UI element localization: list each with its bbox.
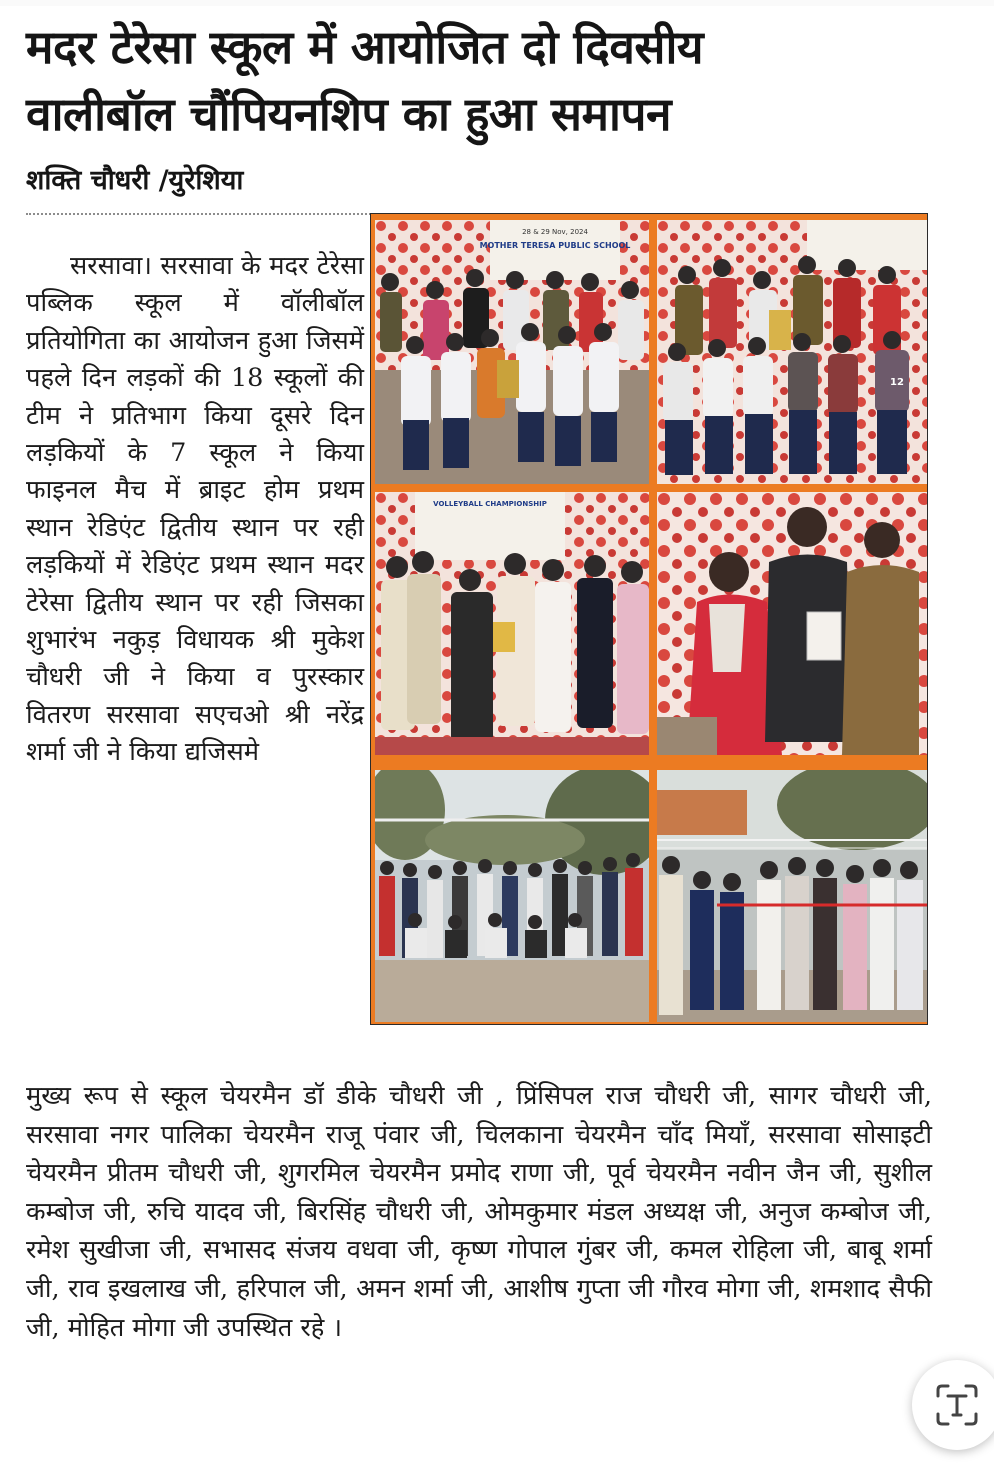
banner-championship-title: VOLLEYBALL CHAMPIONSHIP [433,500,547,508]
headline-line-2: वालीबॉल चौंपियनशिप का हुआ समापन [26,87,672,141]
photo-team-trophy-boys [375,220,649,484]
headline-line-1: मदर टेरेसा स्कूल में आयोजित दो दिवसीय [26,20,704,74]
photo-collage [370,213,928,1025]
photo-officials-trophy [657,220,927,484]
banner-dates: 28 & 29 Nov, 2024 [522,228,588,236]
text-scan-icon [934,1382,980,1428]
photo-award-ceremony [375,492,649,755]
article-full-width-text [26,1077,932,1347]
byline: शक्ति चौधरी /युरेशिया [26,165,244,196]
photo-group-outdoor [375,770,649,1022]
photo-ribbon-cutting [657,770,927,1022]
article-headline [26,14,966,148]
jersey-number: 12 [890,377,904,388]
top-cut-edge [0,0,994,6]
photo-certificate-handover [657,492,927,755]
text-scan-button[interactable] [912,1360,994,1450]
full-width-paragraph: मुख्य रूप से स्कूल चेयरमैन डॉ डीके चौधरी जी , प्रिंसिपल राज चौधरी जी, सागर चौधरी जी, सरसावा नगर पालिका चेयरमैन राजू पंवार जी, चिलकाना चेयरमैन चाँद मियाँ, सरसावा सोसाइटी चेयरमैन प्रीतम चौधरी जी, शुगरमिल चेयरमैन प्रमोद राणा जी, पूर्व चेयरमैन नवीन जैन जी, सुशील कम्बोज जी, रुचि यादव जी, बिरसिंह चौधरी जी, ओमकुमार मंडल अध्यक्ष जी, अनुज कम्बोज जी, रमेश सुखीजा जी, सभासद संजय वधवा जी, कृष्ण गोपाल गुंबर जी, कमल रोहिला जी, बाबू शर्मा जी, राव इखलाख जी, हरिपाल जी, अमन शर्मा जी, आशीष गुप्ता जी गौरव मोगा जी, शमशाद सैफी जी, मोहित मोगा जी उपस्थित रहे । [26,1081,932,1343]
banner-school-name: MOTHER TERESA PUBLIC SCHOOL [479,241,631,250]
column-paragraph: सरसावा। सरसावा के मदर टेरेसा पब्लिक स्कूल में वॉलीबॉल प्रतियोगिता का आयोजन हुआ जिसमें पहले दिन लड़कों की 18 स्कूलों की टीम ने प्रतिभाग किया दूसरे दिन लड़कियों के 7 स्कूल ने किया फाइनल मैच में ब्राइट होम प्रथम स्थान रेडिएंट द्वितीय स्थान पर रही लड़कियों में रेडिएंट प्रथम स्थान मदर टेरेसा द्वितीय स्थान पर रही जिसका शुभारंभ नकुड़ विधायक श्री मुकेश चौधरी जी ने किया व पुरस्कार वितरण सरसावा सएचओ श्री नरेंद्र शर्मा जी ने किया द्यजिसमे [26,251,364,768]
dotted-divider [26,213,371,215]
article-column-text [26,248,364,772]
